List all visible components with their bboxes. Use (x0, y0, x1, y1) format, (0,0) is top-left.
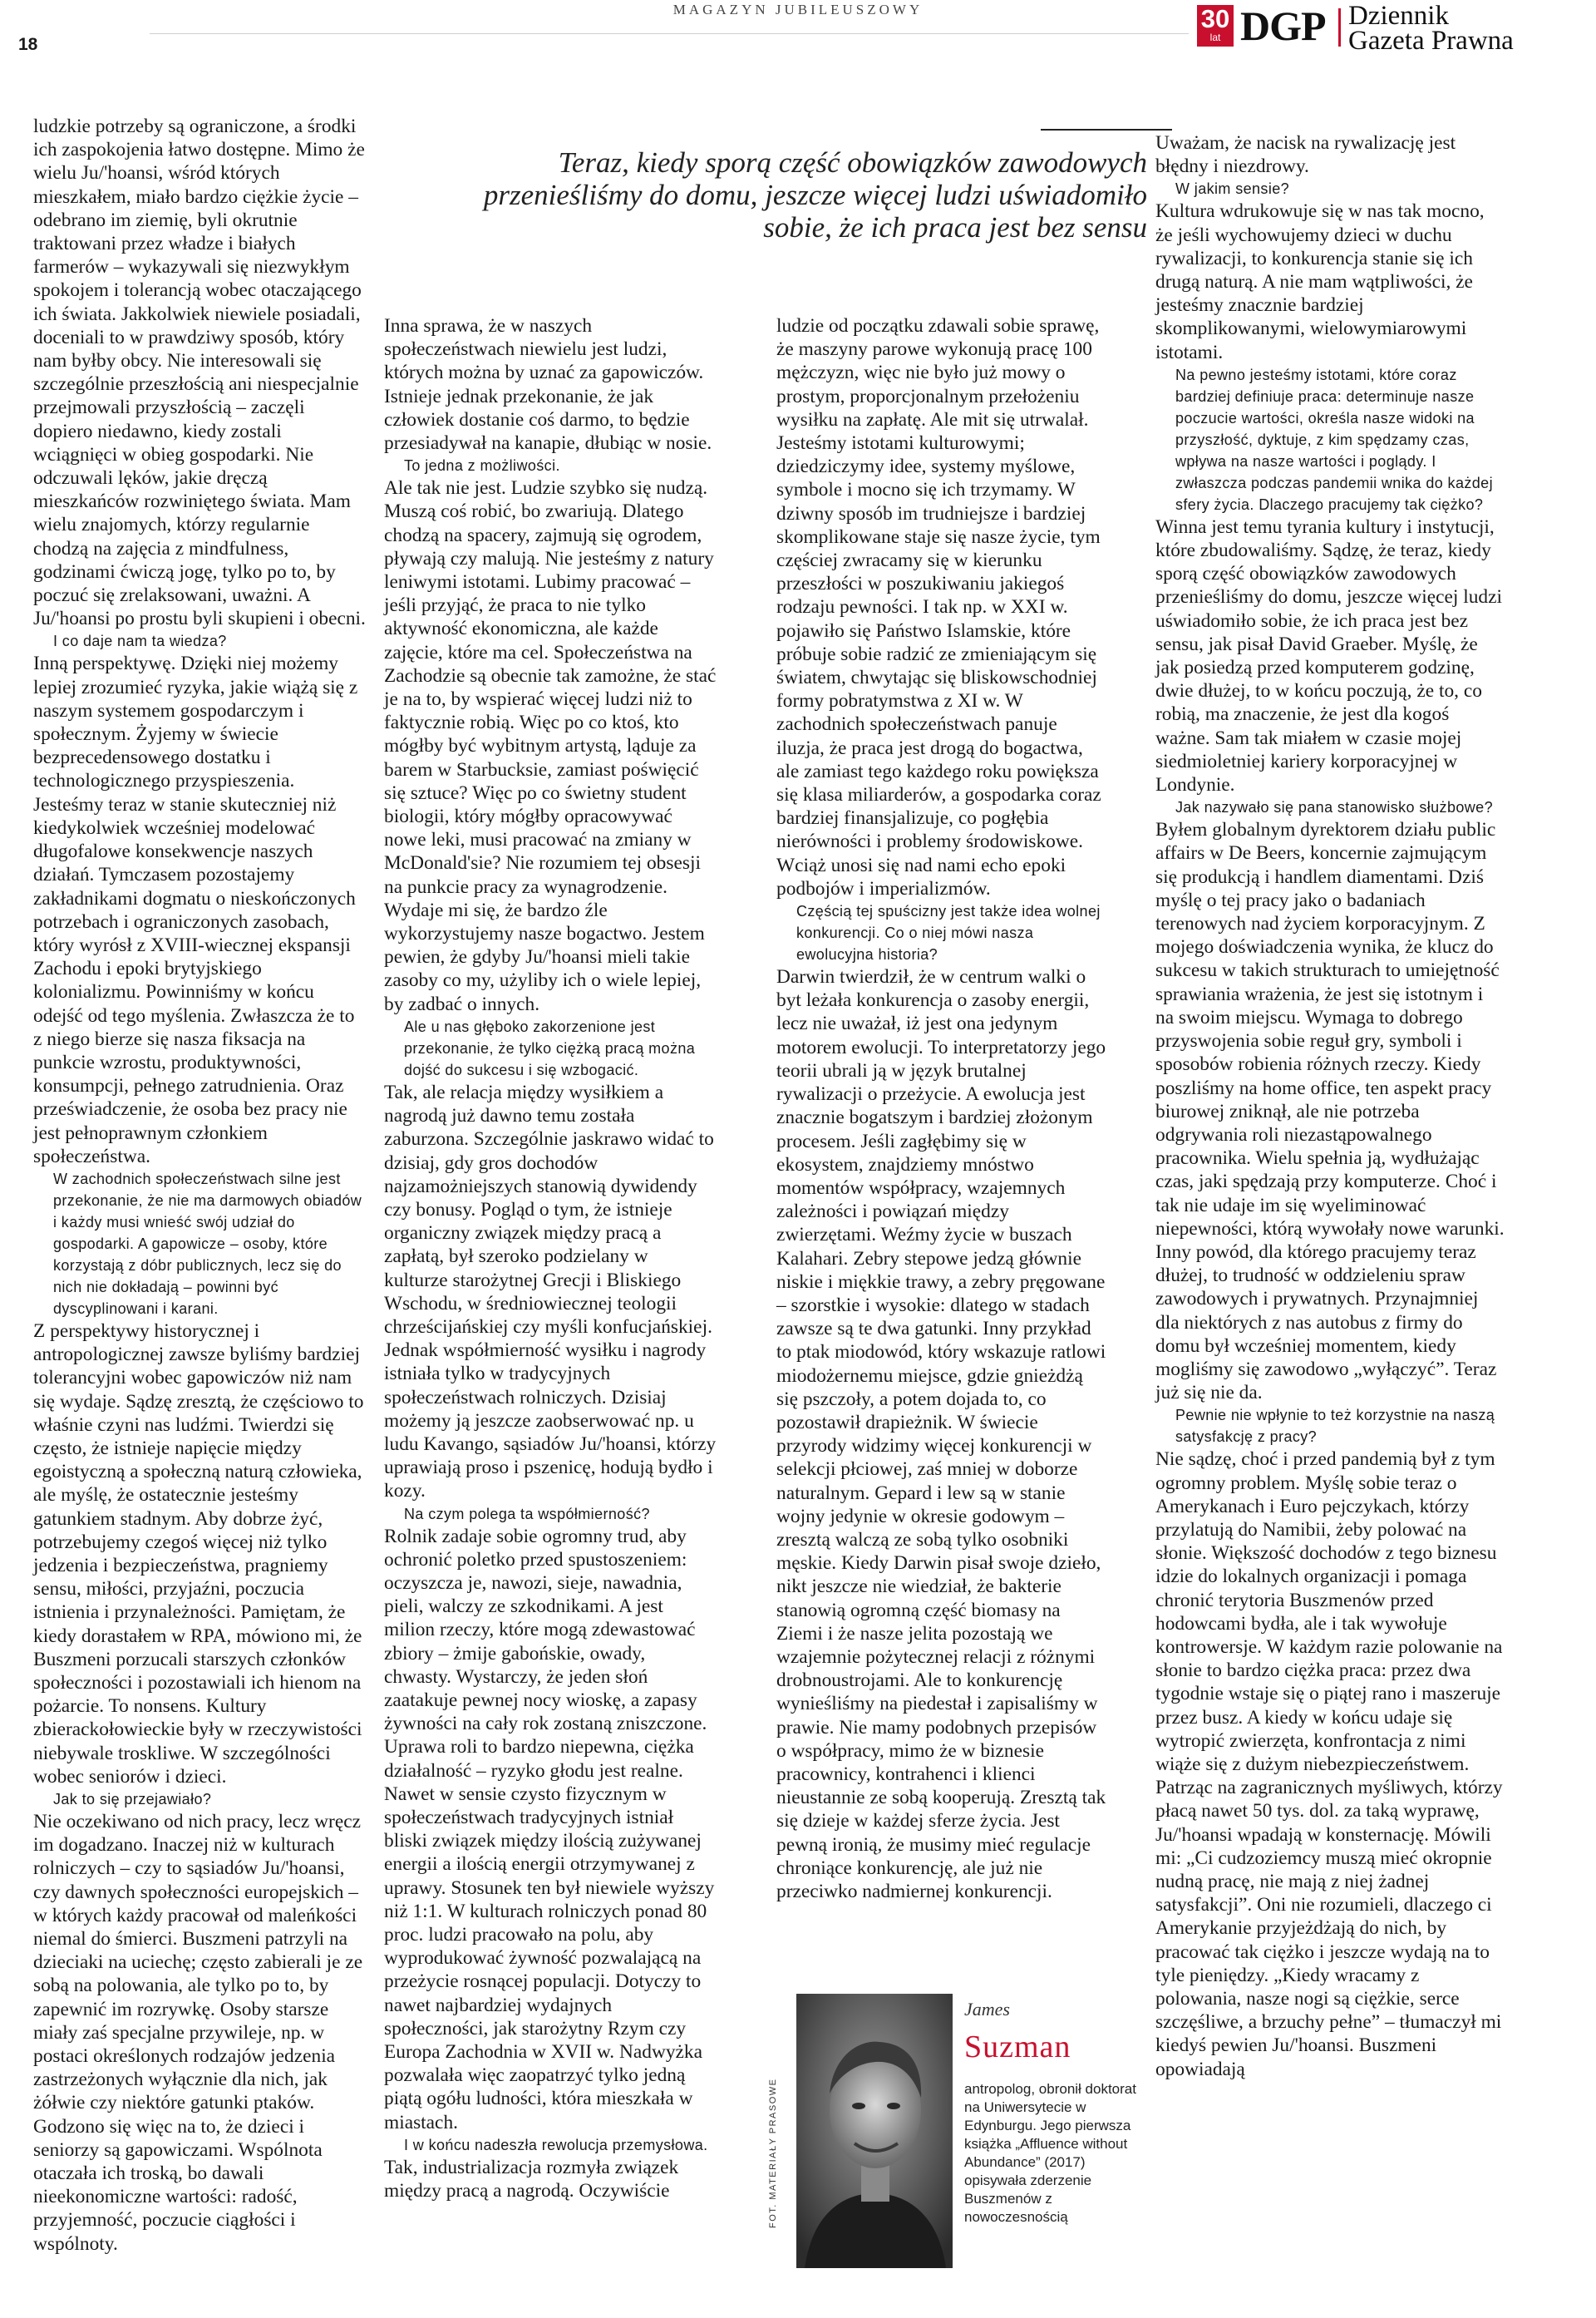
article-paragraph: Tak, ale relacja między wysiłkiem a nagrodą już dawno temu została zaburzona. Szczególnie jaskrawo widać to dzisiaj, gdy gros dochodów najzamożniejszych stanowią dywidendy czy bonusy. Pogląd o tym, że istnieje organiczny związek między pracą a zapłatą, był szeroko podzielany w kulturze starożytnej Grecji i Bliskiego Wschodu, w średniowiecznej teologii chrześcijańskiej czy myśli konfucjańskiej. Jednak współmierność wysiłku i nagrody istniała tylko w tradycyjnych społeczeństwach rolniczych. Dzisiaj możemy ją jeszcze zaobserwować np. u ludu Kavango, sąsiadów Ju/'hoansi, którzy uprawiają proso i pszenicę, hodują bydło i kozy. (384, 1081, 717, 1502)
article-paragraph: Darwin twierdził, że w centrum walki o byt leżała konkurencja o zasoby energii, lecz nie uważał, iż jest ona jedynym motorem ewolucji. To interpretatorzy jego teorii ubrali ją w język brutalnej rywalizacji o przeżycie. A ewolucja jest znacznie bogatszym i bardziej złożonym procesem. Jeśli zagłębimy się w ekosystem, znajdziemy mnóstwo momentów współpracy, wzajemnych zależności i powiązań między zwierzętami. Weźmy życie w buszach Kalahari. Zebry stepowe jedzą głównie niskie i miękkie trawy, a zebry pręgowane – szorstkie i wysokie: dlatego w stadach zawsze są te dwa gatunki. Inny przykład to ptak miodowód, który wskazuje ratlowi miodożernemu miejsce, gdzie gnieżdżą się pszczoły, a potem dojada to, co pozostawił drapieżnik. W świecie przyrody widzimy więcej konkurencji w selekcji płciowej, zaś mniej w doborze naturalnym. Gepard i lew są w stanie wojny jedynie w okresie godowym – zresztą walczą ze sobą tylko osobniki męskie. Kiedy Darwin pisał swoje dzieło, nikt jeszcze nie wiedział, że bakterie stanowią ogromną część biomasy na Ziemi i że nasze jelita pozostają we wzajemnie pożytecznej relacji z różnymi drobnoustrojami. Ale to konkurencję wynieśliśmy na piedestał i zapisaliśmy w prawie. Nie mamy podobnych przepisów o współpracy, mimo że w biznesie pracownicy, kontrahenci i klienci nieustannie ze sobą kooperują. Zresztą tak się dzieje w każdej sferze życia. Jest pewną ironią, że musimy mieć regulacje chroniące konkurencję, ale już nie przeciwko nadmiernej konkurencji. (776, 966, 1106, 1902)
interview-question: Na pewno jesteśmy istotami, które coraz bardziej definiuje praca: determinuje nasze poczucie wartości, określa nasze widoki na przyszłość, dyktuje, z kim spędzamy czas, wpływa na nasze wartości i poglądy. I zwłaszcza podczas pandemii wnika do każdej sfery życia. Dlaczego pracujemy tak ciężko? (1175, 366, 1493, 513)
anniversary-badge (1197, 5, 1234, 47)
anniversary-number: 30 (1200, 4, 1230, 33)
interview-question: Jak to się przejawiało? (53, 1791, 212, 1808)
article-paragraph: Inna sprawa, że w naszych społeczeństwach niewielu jest ludzi, których można by uznać za gapowiczów. Istnieje jednak przekonanie, że jak człowiek dostanie coś darmo, to będzie przesiadywał na kanapie, dłubiąc w nosie. (384, 315, 712, 455)
header-rule (150, 33, 1189, 34)
interview-question: Na czym polega ta współmierność? (404, 1505, 650, 1522)
article-paragraph: Winna jest temu tyrania kultury i instytucji, które zbudowaliśmy. Sądzę, że teraz, kiedy sporą część obowiązków zawodowych przenieśliśmy do domu, jeszcze więcej ludzi uświadomiło sobie, że ich praca jest bez sensu, jak pisał David Graeber. Myślę, że jak posiedzą przed komputerem godzinę, dwie dłużej, to w końcu poczują, że to, co robią, ma znaczenie, że jest dla kogoś ważne. Sam tak miałem w czasie mojej siedmioletniej kariery korporacyjnej w Londynie. (1155, 515, 1502, 797)
interview-question: Jak nazywało się pana stanowisko służbowe? (1175, 799, 1494, 816)
dgp-logo: DGP (1240, 2, 1326, 49)
page-number: 18 (18, 35, 38, 54)
author-first-name: James (964, 1999, 1010, 2020)
newspaper-name (1348, 1, 1514, 56)
portrait-image (796, 1994, 953, 2268)
article-paragraph: Kultura wdrukowuje się w nas tak mocno, że jeśli wychowujemy dzieci w duchu rywalizacji, to konkurencja stanie się ich drugą naturą. A nie mam wątpliwości, że jesteśmy znacznie bardziej skomplikowanymi, wielowymiarowymi istotami. (1155, 200, 1485, 363)
author-bio: antropolog, obronił doktorat na Uniwersytecie w Edynburgu. Jego pierwsza książka „Affluence without Abundance” (2017) opisywała zderzenie Buszmenów z nowoczesnością (964, 2081, 1136, 2225)
interview-question: W zachodnich społeczeństwach silne jest przekonanie, że nie ma darmowych obiadów i każdy musi wnieść swój udział do gospodarki. A gapowicze – osoby, które korzystają z dóbr publicznych, lecz się do nich nie dokładają – powinni być dyscyplinowani i karani. (53, 1170, 362, 1317)
interview-question: Częścią tej spuścizny jest także idea wolnej konkurencji. Co o niej mówi nasza ewolucyjna historia? (796, 903, 1101, 964)
interview-question: Pewnie nie wpłynie to też korzystnie na naszą satysfakcję z pracy? (1175, 1407, 1495, 1446)
newspaper-name-line1: Dziennik (1348, 1, 1449, 31)
article-column-1 (33, 115, 366, 2256)
article-paragraph: Rolnik zadaje sobie ogromny trud, aby ochronić poletko przed spustoszeniem: oczyszcza je, nawozi, sieje, nawadnia, pieli, walczy ze szkodnikami. A jest milion rzeczy, które mogą zdewastować zbiory – żmije gabońskie, owady, chwasty. Wystarczy, że jeden słoń zaatakuje pewnej nocy wioskę, a zapasy żywności na cały rok zostaną zniszczone. Uprawa roli to bardzo niepewna, ciężka działalność – ryzyko głodu jest realne. Nawet w sensie czysto fizycznym w społeczeństwach tradycyjnych istniał bliski związek między ilością zużywanej energii a ilością energii otrzymywanej z uprawy. Stosunek ten był niewiele wyższy niż 1:1. W kulturach rolniczych ponad 80 proc. ludzi pracowało na polu, aby wyprodukować żywność pozwalającą na przeżycie rosnącej populacji. Dotyczy to nawet najbardziej wydajnych społeczności, jak starożytny Rzym czy Europa Zachodnia w XVII w. Nadwyżka pozwalała więc zaopatrzyć tylko jedną piątą ogółu ludności, która mieszkała w miastach. (384, 1525, 715, 2133)
interview-question: I w końcu nadeszła rewolucja przemysłowa. (404, 2136, 708, 2153)
article-paragraph: Nie sądzę, choć i przed pandemią był z tym ogromny problem. Myślę sobie teraz o Amerykanach i Euro pejczykach, którzy przylatują do Namibii, żeby polować na słonie. Większość dochodów z tego biznesu idzie do lokalnych organizacji i pomaga chronić terytoria Buszmenów przed hodowcami bydła, ale i tak wywołuje kontrowersje. W każdym razie polowanie na słonie to bardzo ciężka praca: przez dwa tygodnie wstaje się o piątej rano i maszeruje przez busz. A kiedy w końcu udaje się wytropić zwierzęta, konfrontacja z nimi wiąże się z dużym niebezpieczeństwem. Patrząc na zagranicznych myśliwych, którzy płacą nawet 50 tys. dol. za taką wyprawę, Ju/'hoansi wpadają w konsternację. Mówili mi: „Ci cudzoziemcy muszą mieć okropnie nudną pracę, nie mają z niej żadnej satysfakcji”. Oni nie rozumieli, dlaczego ci Amerykanie przyjeżdżają do nich, by pracować tak ciężko i jeszcze wydają na to tyle pieniędzy. „Kiedy wracamy z polowania, nasze nogi są ciężkie, serce szczęśliwe, a brzuchy pełne” – tłumaczył mi kiedyś pewien Ju/'hoansi. Buszmeni opowiadają (1155, 1448, 1503, 2080)
photo-credit-text: FOT. MATERIAŁY PRASOWE (768, 2078, 778, 2228)
interview-question: To jedna z możliwości. (404, 457, 560, 475)
article-paragraph: Byłem globalnym dyrektorem działu public affairs w De Beers, koncernie zajmującym się produkcją i handlem diamentami. Dziś myślę o tej pracy jako o badaniach terenowych nad życiem korporacyjnym. Z mojego doświadczenia wynika, że klucz do sukcesu w takich strukturach to umiejętność sprawiania wrażenia, że jest się istotnym i na swoim miejscu. Wymaga to dobrego przyswojenia sobie reguł gry, symboli i sposobów robienia różnych rzeczy. Kiedy poszliśmy na home office, ten aspekt pracy biurowej zniknął, ale nie potrzeba odgrywania roli niezastąpowalnego pracownika. Wielu spełnia ją, wydłużając czas, jaki spędzają przy komputerze. Choć i tak nie udaje im się wyeliminować niepewności, którą wywołały nowe warunki. Inny powód, dla którego pracujemy teraz dłużej, to trudność w oddzieleniu spraw zawodowych i prywatnych. Przynajmniej dla niektórych z nas autobus z firmy do domu był wcześniej momentem, kiedy mogliśmy się zawodowo „wyłączyć”. Teraz już się nie da. (1155, 819, 1505, 1404)
article-paragraph: Inną perspektywę. Dzięki niej możemy lepiej zrozumieć ryzyka, jakie wiążą się z naszym systemem gospodarczym i społecznym. Żyjemy w świecie bezprecedensowego dostatku i technologicznego przyspieszenia. Jesteśmy teraz w stanie skuteczniej niż kiedykolwiek wcześniej modelować długofalowe konsekwencje naszych działań. Tymczasem pozostajemy zakładnikami dogmatu o nieskończonych potrzebach i ograniczonych zasobach, który wyrósł z XVIII-wiecznej ekspansji Zachodu i epoki brytyjskiego kolonializmu. Powinniśmy w końcu odejść od tego myślenia. Zwłaszcza że to z niego bierze się nasza fiksacja na punkcie wzrostu, produktywności, konsumpcji, pełnego zatrudnienia. Oraz przeświadczenie, że osoba bez pracy nie jest pełnoprawnym członkiem społeczeństwa. (33, 653, 358, 1167)
interview-question: W jakim sensie? (1175, 180, 1290, 198)
article-paragraph: Z perspektywy historycznej i antropologicznej zawsze byliśmy bardziej tolerancyjni wobec gapowiczów niż nam się wydaje. Sądzę zresztą, że częściowo to właśnie czyni nas ludźmi. Twierdzi się często, że istnieje napięcie między egoistyczną a społeczną naturą człowieka, ale myślę, że ostatecznie jesteśmy gatunkiem stadnym. Aby dobrze żyć, potrzebujemy czegoś więcej niż tylko jedzenia i bezpieczeństwa, pragniemy sensu, miłości, przyjaźni, poczucia istnienia i przynależności. Pamiętam, że kiedy dorastałem w RPA, mówiono mi, że Buszmeni porzucali starszych członków społeczności i pozostawiali ich hienom na pożarcie. To nonsens. Kultury zbierackołowieckie były w rzeczywistości niebywale troskliwe. W szczególności wobec seniorów i dzieci. (33, 1319, 364, 1788)
article-paragraph: Uważam, że nacisk na rywalizację jest błędny i niezdrowy. (1155, 132, 1456, 178)
article-paragraph: Nie oczekiwano od nich pracy, lecz wręcz im dogadzano. Inaczej niż w kulturach rolniczych – czy to sąsiadów Ju/'hoansi, czy dawnych społeczności europejskich – w których każdy pracował od maleńkości niemal do śmierci. Buszmeni patrzyli na dzieciaki na uciechę; często zabierali je ze sobą na polowania, ale tylko po to, by zapewnić im rozrywkę. Osoby starsze miały zaś specjalne przywileje, np. w postaci określonych rodzajów jedzenia zastrzeżonych wyłącznie dla nich, jak żółwie czy niektóre gatunki ptaków. Godzono się więc na to, że dzieci i seniorzy są gapowiczami. Wspólnota otaczała ich troską, bo dawali nieekonomiczne wartości: radość, przyjemność, poczucie ciągłości i wspólnoty. (33, 1811, 363, 2255)
interview-question: I co daje nam ta wiedza? (53, 633, 227, 650)
pull-quote: Teraz, kiedy sporą część obowiązków zawodowych przenieśliśmy do domu, jeszcze więcej ludzi uświadomiło sobie, że ich praca jest bez sensu (483, 146, 1147, 244)
magazine-section-title: MAGAZYN JUBILEUSZOWY (672, 2, 924, 17)
anniversary-sub: lat (1209, 32, 1221, 43)
author-last-name: Suzman (964, 2029, 1071, 2064)
article-paragraph: Tak, industrializacja rozmyła związek między pracą a nagrodą. Oczywiście (384, 2156, 679, 2202)
logo-divider (1338, 8, 1341, 47)
article-column-4 (1155, 131, 1505, 2081)
newspaper-name-line2: Gazeta Prawna (1348, 26, 1514, 56)
article-column-3 (776, 314, 1109, 1903)
photo-credit (768, 2029, 785, 2261)
author-photo (796, 1994, 953, 2268)
article-paragraph: ludzkie potrzeby są ograniczone, a środki ich zaspokojenia łatwo dostępne. Mimo że wielu Ju/'hoansi, wśród których mieszkałem, miało bardzo ciężkie życie – odebrano im ziemię, byli okrutnie traktowani przez władze i białych farmerów – wykazywali się niezwykłym spokojem i tolerancją wobec otaczającego ich świata. Jakkolwiek niewiele posiadali, doceniali to w prawdziwy sposób, który nam byłby obcy. Nie interesowali się szczególnie przeszłością ani niespecjalnie przejmowali przyszłością – zaczęli dopiero niedawno, kiedy zostali wciągnięci w obieg gospodarki. Nie odczuwali lęków, jakie dręczą mieszkańców rozwiniętego świata. Mam wielu znajomych, którzy regularnie chodzą na zajęcia z mindfulness, godzinami ćwiczą jogę, tylko po to, by poczuć się zrelaksowani, uważni. A Ju/'hoansi po prostu byli skupieni i obecni. (33, 116, 366, 630)
pull-quote-rule (1041, 129, 1172, 131)
article-paragraph: Ale tak nie jest. Ludzie szybko się nudzą. Muszą coś robić, bo zwariują. Dlatego chodzą na spacery, zajmują się ogrodem, pływają czy malują. Nie jesteśmy z natury leniwymi istotami. Lubimy pracować – jeśli przyjąć, że praca to nie tylko aktywność ekonomiczna, ale każde zajęcie, które ma cel. Społeczeństwa na Zachodzie są obecnie tak zamożne, że stać je na to, by wspierać więcej ludzi niż to faktycznie robią. Więc po co ktoś, kto mógłby być wybitnym artystą, ląduje za barem w Starbucksie, zamiast poświęcić się sztuce? Więc po co świetny student biologii, który mógłby opracowywać nowe leki, musi pracować na zmiany w McDonald'sie? Nie rozumiem tej obsesji na punkcie pracy za wynagrodzenie. Wydaje mi się, że bardzo źle wykorzystujemy nasze bogactwo. Jestem pewien, że gdyby Ju/'hoansi mieli takie zasoby co my, użyliby ich o wiele lepiej, by zadbać o innych. (384, 477, 717, 1015)
article-paragraph: ludzie od początku zdawali sobie sprawę, że maszyny parowe wykonują pracę 100 mężczyzn, więc nie było już mowy o prostym, proporcjonalnym przełożeniu wysiłku na zapłatę. Ale mit się utrwalał. Jesteśmy istotami kulturowymi; dziedziczymy idee, systemy myślowe, symbole i mocno się ich trzymamy. W dziwny sposób im trudniejsze i bardziej skomplikowane staje się nasze życie, tym częściej zwracamy się w kierunku przeszłości w poszukiwaniu jakiegoś rodzaju pewności. I tak np. w XXI w. pojawiło się Państwo Islamskie, które próbuje sobie radzić ze zmieniającym się światem, chwytając się bliskowschodniej formy pobratymstwa z XI w. W zachodnich społeczeństwach panuje iluzja, że praca jest drogą do bogactwa, ale zamiast tego każdego roku powiększa się klasa miliarderów, a gospodarka coraz bardziej finansjalizuje, co pogłębia nierówności i problemy środowiskowe. Wciąż unosi się nad nami echo epoki podbojów i imperializmów. (776, 315, 1101, 900)
article-column-2 (384, 314, 717, 2202)
interview-question: Ale u nas głęboko zakorzenione jest przekonanie, że tylko ciężką pracą można dojść do sukcesu i się wzbogacić. (404, 1018, 696, 1078)
